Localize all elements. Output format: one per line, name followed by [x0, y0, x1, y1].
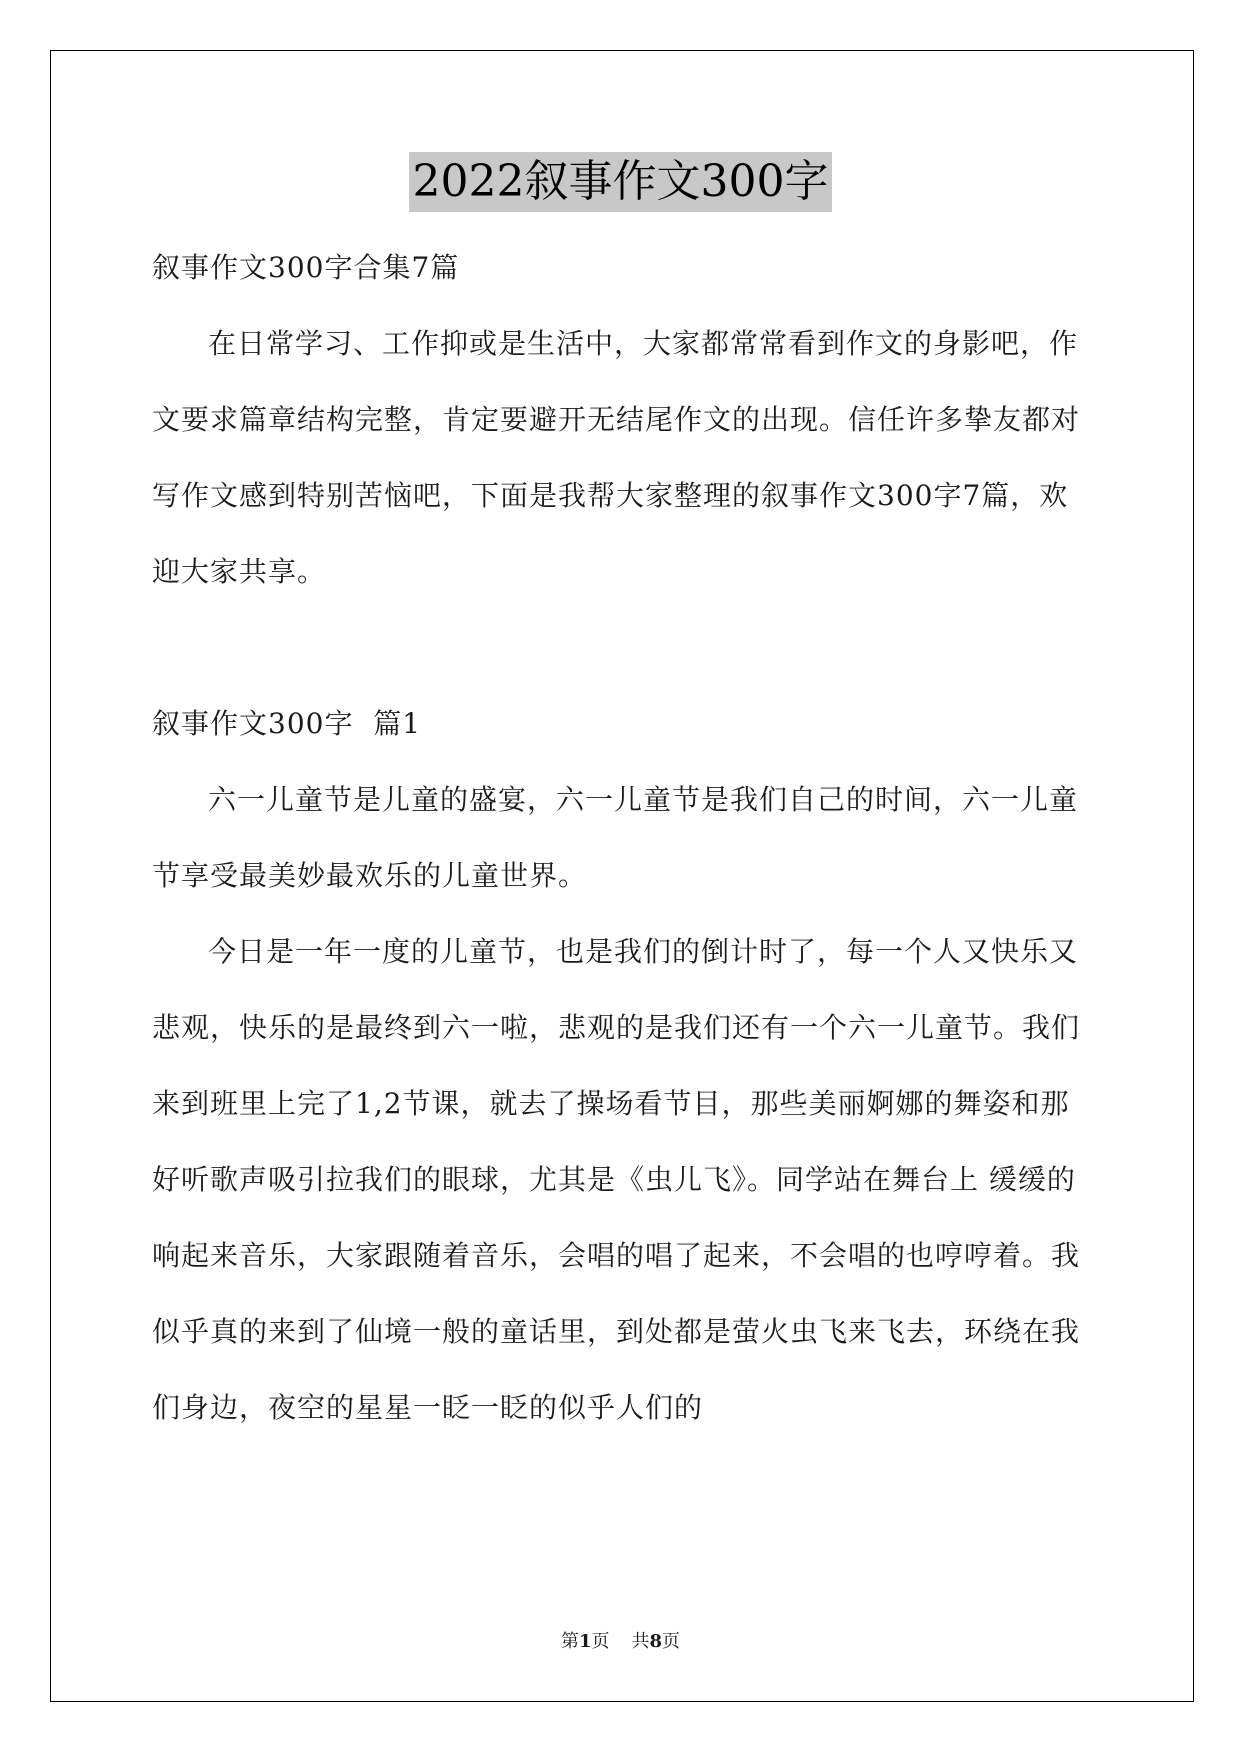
- total-pages: 8: [649, 1631, 663, 1652]
- page-footer: [0, 1630, 1241, 1654]
- document-subtitle: 叙事作文300字合集7篇: [152, 251, 460, 284]
- section-heading: 叙事作文300字 篇1: [152, 707, 422, 740]
- intro-paragraph: 在日常学习、工作抑或是生活中，大家都常常看到作文的身影吧，作文要求篇章结构完整，肯定要避开无结尾作文的出现。信任许多挚友都对写作文感到特别苦恼吧，下面是我帮大家整理的叙事作文300字7篇，欢迎大家共享。: [152, 327, 1081, 588]
- body-paragraph: 六一儿童节是儿童的盛宴，六一儿童节是我们自己的时间，六一儿童节享受最美妙最欢乐的儿童世界。: [152, 783, 1079, 892]
- page-suffix: 页: [591, 1631, 610, 1652]
- page-prefix: 第: [560, 1631, 579, 1652]
- document-title: 2022叙事作文300字: [409, 152, 833, 212]
- title-container: [0, 152, 1241, 212]
- page-number: 1: [578, 1631, 592, 1652]
- body-paragraph: 今日是一年一度的儿童节，也是我们的倒计时了，每一个人又快乐又悲观，快乐的是最终到六一啦，悲观的是我们还有一个六一儿童节。我们来到班里上完了1,2节课，就去了操场看节目，那些美丽婀娜的舞姿和那好听歌声吸引拉我们的眼球，尤其是《虫儿飞》。同学站在舞台上 缓缓的响起来音乐，大家跟随着音乐，会唱的唱了起来，不会唱的也哼哼着。我似乎真的来到了仙境一般的童话里，到处都是萤火虫飞来飞去，环绕在我们身边，夜空的星星一眨一眨的似乎人们的: [152, 935, 1081, 1424]
- document-body: [152, 230, 1092, 1446]
- total-prefix: 共: [631, 1631, 650, 1652]
- total-suffix: 页: [662, 1631, 681, 1652]
